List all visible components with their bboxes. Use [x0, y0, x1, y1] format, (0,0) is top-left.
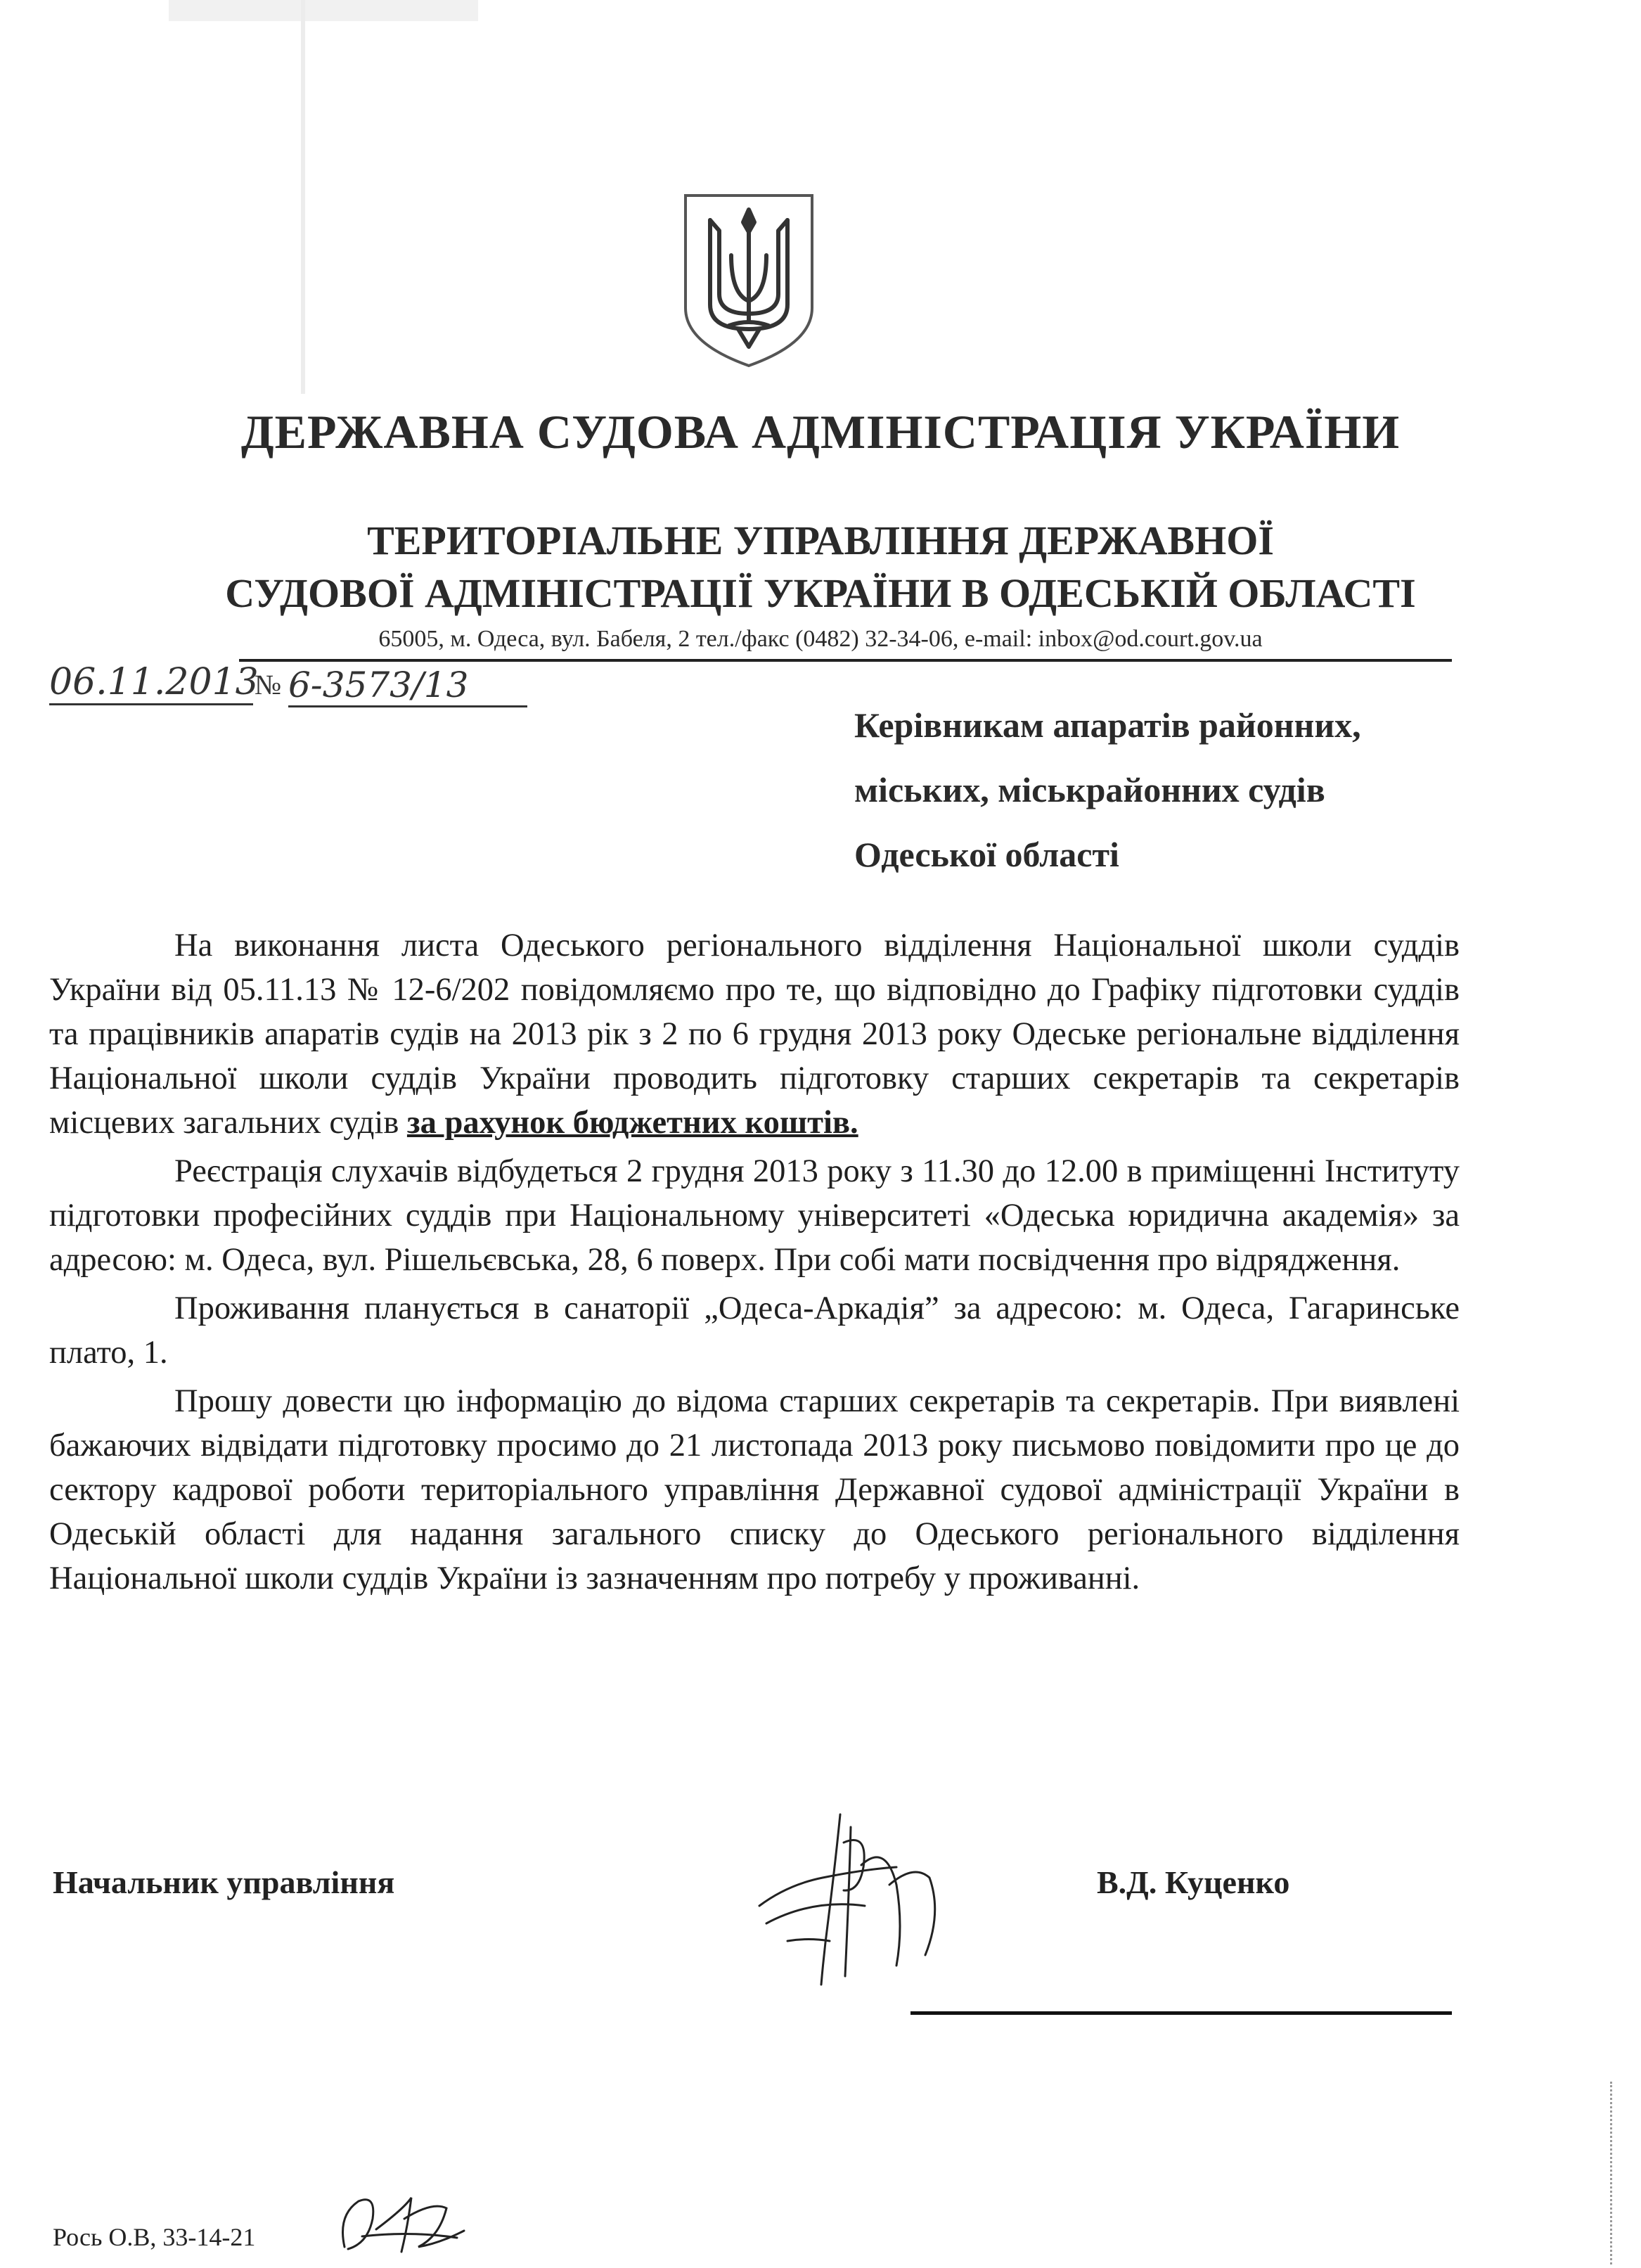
- handwritten-signature: [745, 1800, 956, 1997]
- paragraph-text: На виконання листа Одеського регіонального відділення Національної школи суддів України від 05.11.13 № 12-6/202 повідомляємо про те, що відповідно до Графіку підготовки суддів та працівників апаратів судів на 2013 рік з 2 по 6 грудня 2013 року Одеське регіональне відділення Національної школи суддів України проводить підготовку старших секретарів та секретарів місцевих загальних судів: [49, 928, 1460, 1141]
- body-paragraph: Проживання планується в санаторії „Одеса-Аркадія” за адресою: м. Одеса, Гагаринське плато, 1.: [49, 1290, 1460, 1371]
- addressee-line: Одеської області: [854, 835, 1119, 874]
- signature-underline: [910, 2011, 1452, 2015]
- body-paragraph: Реєстрація слухачів відбудеться 2 грудня 2013 року з 11.30 до 12.00 в приміщенні Інституту підготовки професійних суддів при Національному університеті «Одеська юридична академія» за адресою: м. Одеса, вул. Рішельєвська, 28, 6 поверх. При собі мати посвідчення про відрядження.: [49, 1153, 1460, 1278]
- underlined-phrase: за рахунок бюджетних коштів.: [406, 1105, 858, 1141]
- organization-contacts: 65005, м. Одеса, вул. Бабеля, 2 тел./факс (0482) 32-34-06, e-mail: inbox@od.court.gov.ua: [378, 626, 1263, 652]
- scan-smudge: [169, 0, 478, 21]
- signer-name: В.Д. Куценко: [1097, 1864, 1290, 1900]
- organization-subtitle-line1: ТЕРИТОРІАЛЬНЕ УПРАВЛІННЯ ДЕРЖАВНОЇ: [367, 518, 1274, 563]
- scan-edge-dots: [1610, 2082, 1621, 2264]
- body-paragraph: [49, 923, 1460, 1145]
- registration-number-label: №: [255, 669, 282, 700]
- addressee-block: [854, 693, 1557, 887]
- organization-subtitle-line2: СУДОВОЇ АДМІНІСТРАЦІЇ УКРАЇНИ В ОДЕСЬКІЙ ОБЛАСТІ: [225, 570, 1416, 616]
- letter-body: [49, 923, 1460, 1601]
- trident-coat-of-arms-icon: [678, 188, 819, 371]
- organization-title: ДЕРЖАВНА СУДОВА АДМІНІСТРАЦІЯ УКРАЇНИ: [240, 405, 1401, 459]
- body-paragraph: Прошу довести цю інформацію до відома старших секретарів та секретарів. При виявлені бажаючих відвідати підготовку просимо до 21 листопада 2013 року письмово повідомити про це до сектору кадрової роботи територіального управління Державної судової адміністрації України в Одеській області для надання загального списку до Одеського регіонального відділення Національної школи суддів України із зазначенням про потребу у проживанні.: [49, 1383, 1460, 1596]
- signer-title: Начальник управління: [53, 1864, 395, 1900]
- addressee-line: Керівникам апаратів районних,: [854, 705, 1361, 745]
- initials-signature: [334, 2187, 468, 2257]
- registration-number: 6-3573/13: [288, 665, 527, 707]
- header-divider: [239, 659, 1452, 662]
- registration-date: 06.11.2013: [49, 661, 253, 705]
- scan-shadow: [301, 0, 305, 394]
- addressee-line: міських, міськрайонних судів: [854, 770, 1325, 809]
- executor-note: Рось О.В, 33-14-21: [53, 2223, 256, 2251]
